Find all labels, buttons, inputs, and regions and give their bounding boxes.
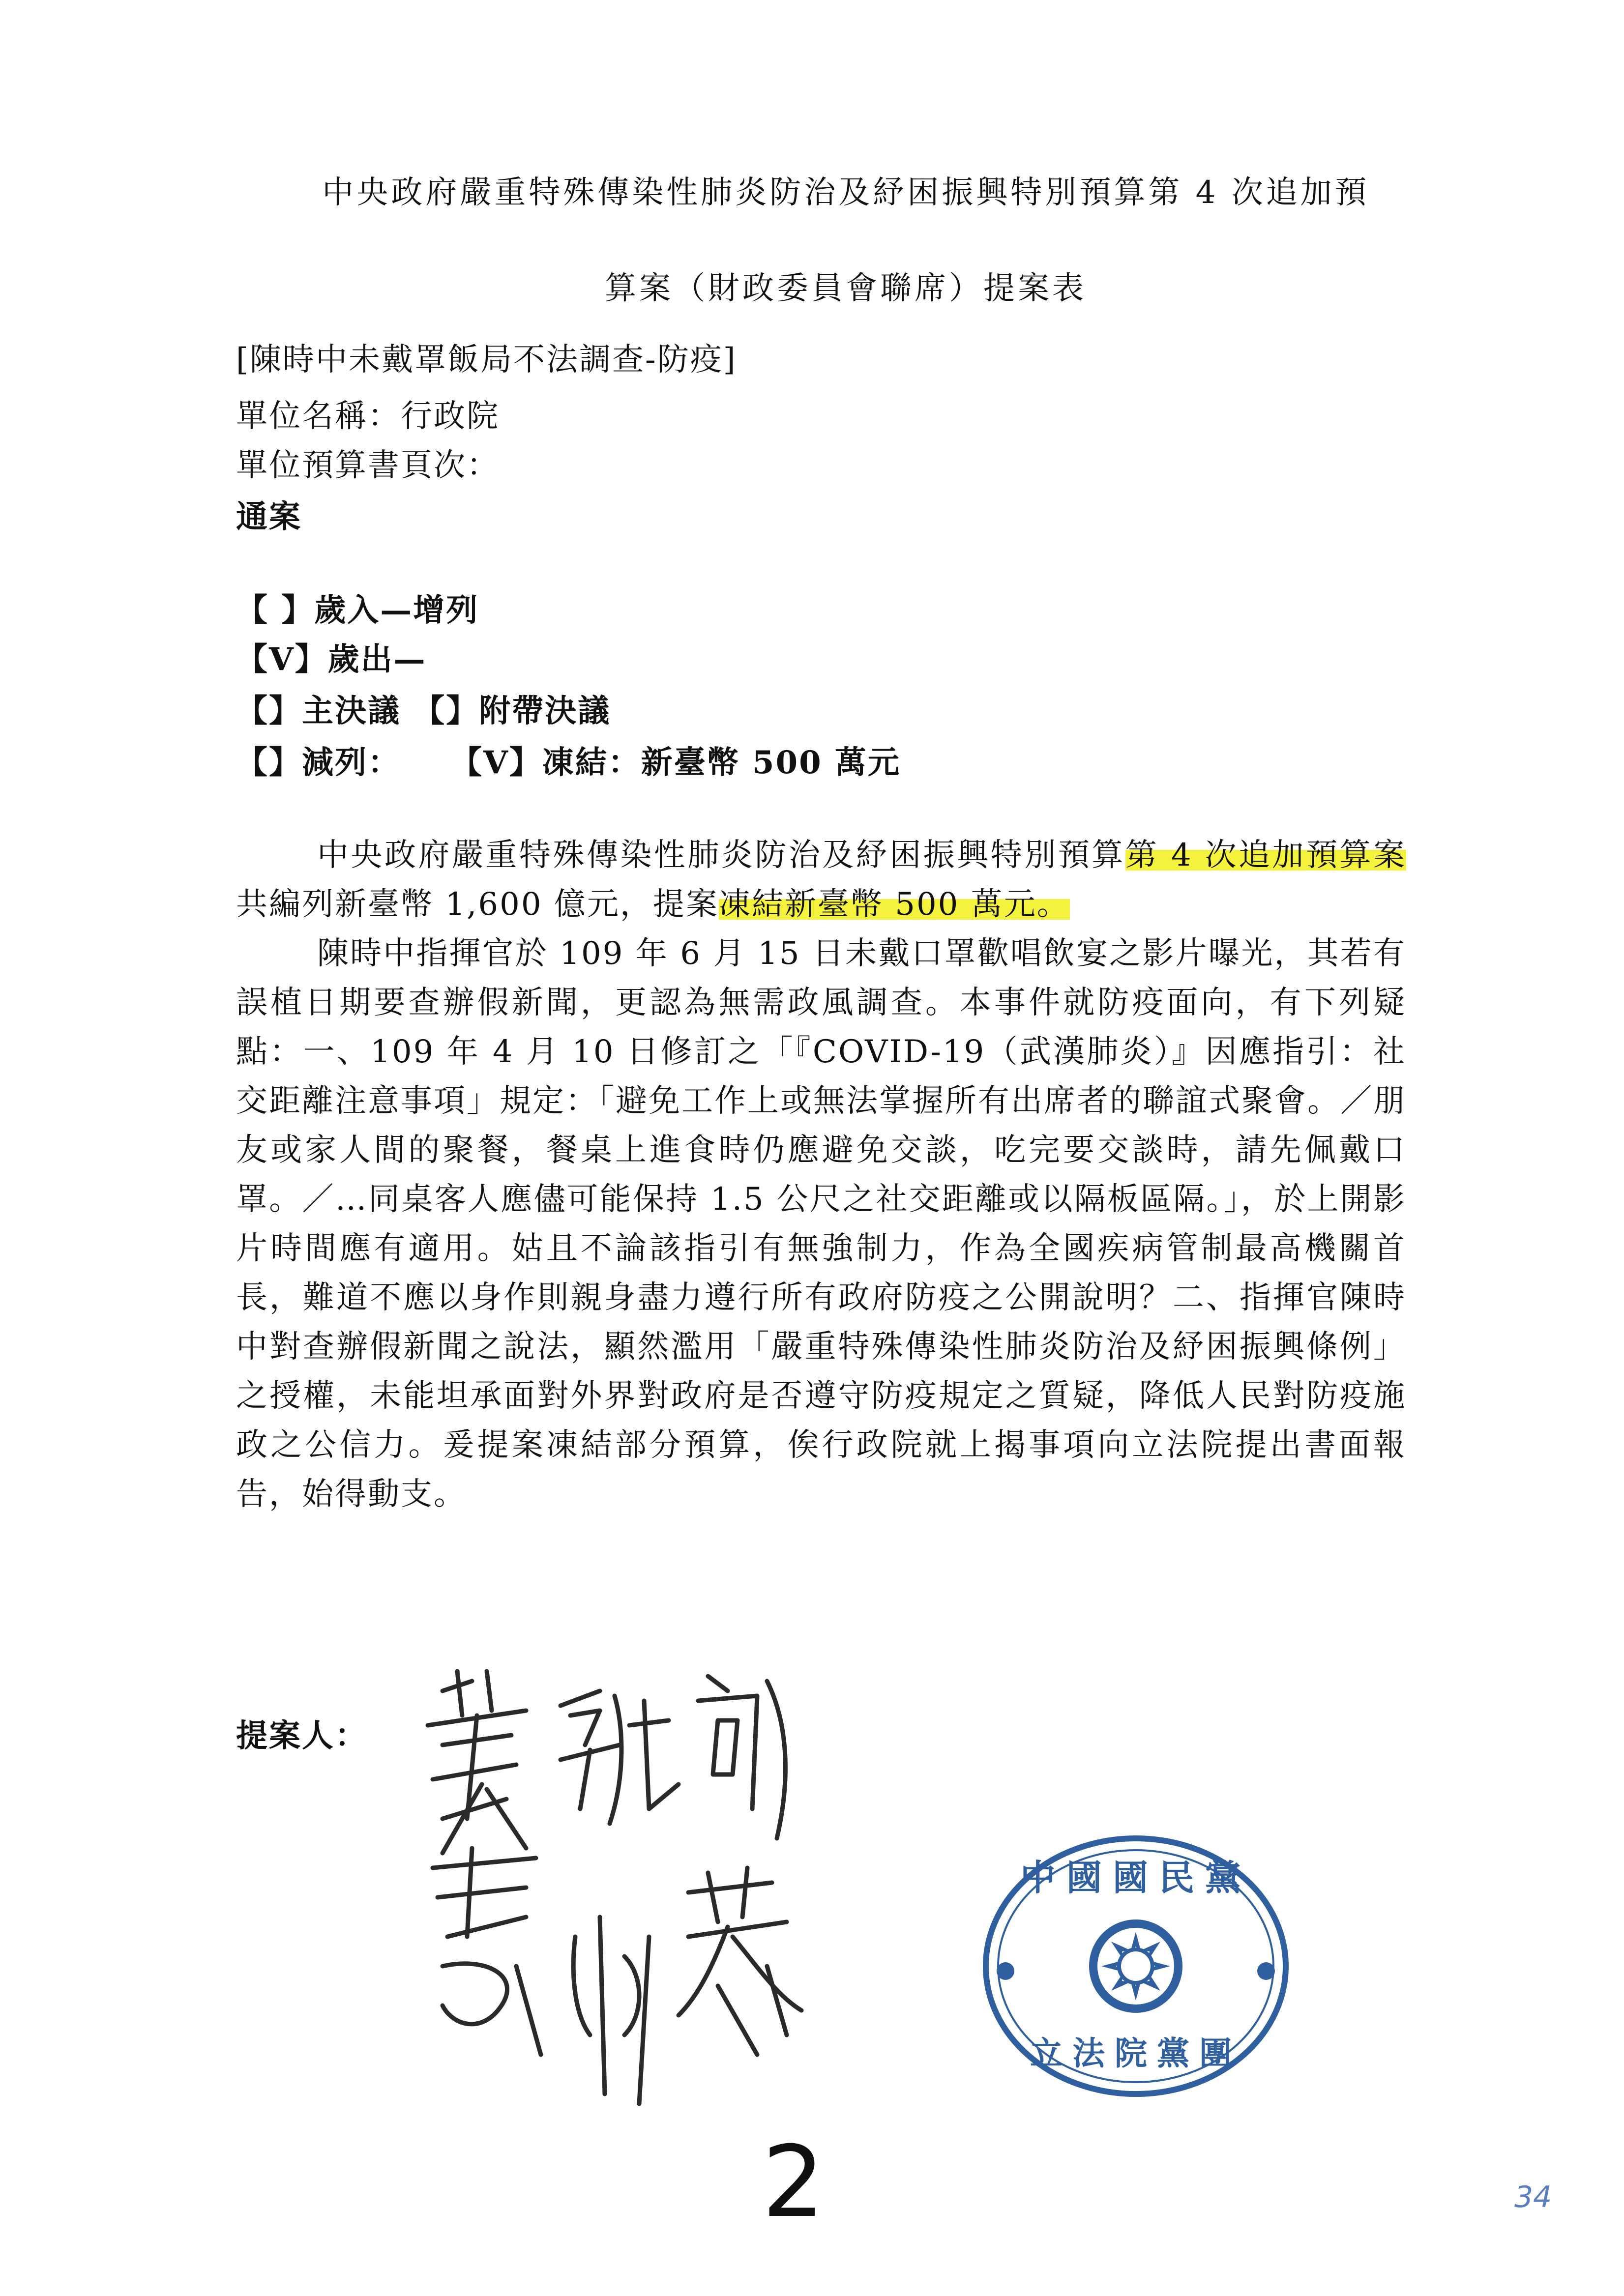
proposer-label: 提案人：	[236, 1717, 368, 1754]
proposal-subject: [陳時中未戴罩飯局不法調查-防疫]	[236, 342, 737, 378]
summary-text-2: 共編列新臺幣 1,600 億元，提案	[236, 886, 719, 923]
seal-bottom-text: 立法院黨團	[1030, 2034, 1241, 2072]
unit-name: 單位名稱：行政院	[236, 398, 500, 435]
document-title-line-2: 算案（財政委員會聯席）提案表	[605, 270, 1087, 307]
page-number: 2	[762, 2125, 825, 2239]
revenue-increase-option: 【 】歲入—增列	[236, 592, 479, 629]
freeze-action: 【】減列： 【V】凍結：新臺幣 500 萬元	[236, 744, 901, 781]
resolution-type-options: 【】主決議 【】附帶決議	[236, 693, 611, 729]
budget-summary-paragraph	[236, 831, 1406, 929]
handwritten-signatures	[413, 1661, 905, 2128]
highlighted-freeze-amount: 凍結新臺幣 500 萬元。	[718, 886, 1070, 923]
expenditure-option: 【V】歲出—	[236, 641, 427, 678]
summary-text-1: 中央政府嚴重特殊傳染性肺炎防治及紓困振興特別預算	[317, 837, 1125, 873]
document-title-line-1: 中央政府嚴重特殊傳染性肺炎防治及紓困振興特別預算第 4 次追加預	[322, 174, 1369, 211]
seal-top-text: 中國國民黨	[1020, 1857, 1252, 1898]
budget-page: 單位預算書頁次：	[236, 447, 500, 484]
margin-annotation: 34	[1514, 2180, 1552, 2214]
party-caucus-seal	[978, 1829, 1293, 2104]
highlighted-budget-name: 第 4 次追加預算案	[1125, 837, 1407, 873]
reason-paragraph: 陳時中指揮官於 109 年 6 月 15 日未戴口罩歡唱飲宴之影片曝光，其若有誤植日期要查辦假新聞，更認為無需政風調查。本事件就防疫面向，有下列疑點：一、109 年 4 月 10 日修訂之「『COVID-19（武漢肺炎）』因應指引：社交距離注意事項」規定：「避免工作上或無法掌握所有出席者的聯誼式聚會。／朋友或家人間的聚餐，餐桌上進食時仍應避免交談，吃完要交談時，請先佩戴口罩。／…同桌客人應儘可能保持 1.5 公尺之社交距離或以隔板區隔。」，於上開影片時間應有適用。姑且不論該指引有無強制力，作為全國疾病管制最高機關首長，難道不應以身作則親身盡力遵行所有政府防疫之公開說明？二、指揮官陳時中對查辦假新聞之說法，顯然濫用「嚴重特殊傳染性肺炎防治及紓困振興條例」之授權，未能坦承面對外界對政府是否遵守防疫規定之質疑，降低人民對防疫施政之公信力。爰提案凍結部分預算，俟行政院就上揭事項向立法院提出書面報告，始得動支。	[236, 935, 1406, 1512]
proposal-scope: 通案	[236, 498, 302, 535]
